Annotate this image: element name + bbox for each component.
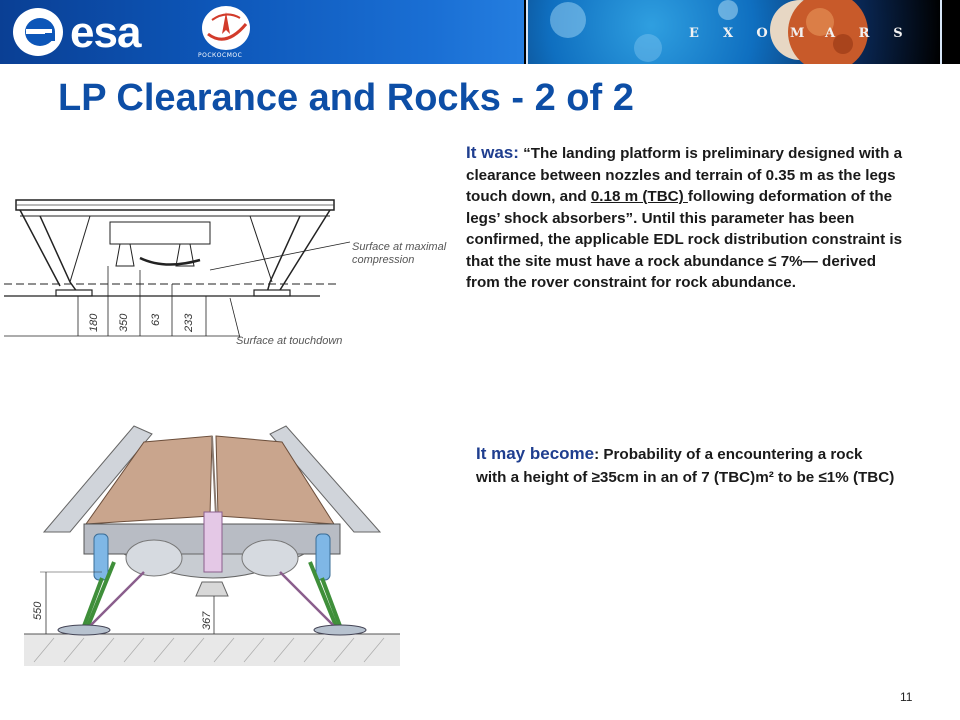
exomars-wordmark — [688, 26, 904, 41]
landing-platform-schematic — [0, 186, 462, 358]
roscosmos-logo-text: РОСКОСМОС — [198, 52, 243, 59]
slide-title: LP Clearance and Rocks - 2 of 2 — [58, 77, 634, 119]
exomars-letter: X — [722, 26, 734, 41]
esa-logo — [12, 6, 162, 58]
exomars-letter: O — [756, 26, 768, 41]
roscosmos-logo — [196, 4, 258, 60]
it-was-text-2: following deformation of the legs’ shock absorbers”. Until this parameter has been confirmed, the applicable EDL rock distribution constraint is that the site must have a rock abundance ≤ 7%— derived from the rover constraint for rock abundance. — [466, 188, 903, 291]
dimension-350: 350 — [118, 313, 130, 332]
roscosmos-emblem-icon — [196, 4, 256, 52]
dimension-233: 233 — [183, 313, 195, 332]
exomars-letter: E — [689, 26, 699, 41]
exomars-letter: S — [893, 26, 903, 41]
it-may-become-lead: It may become — [476, 444, 595, 463]
page-number: 11 — [900, 690, 913, 704]
esa-emblem-icon — [12, 6, 68, 58]
it-was-underlined: 0.18 m (TBC) — [590, 188, 688, 205]
dimension-550: 550 — [32, 601, 44, 620]
exomars-letter: M — [790, 26, 805, 41]
it-was-text-1: “The landing platform is preliminary designed with a clearance between nozzles and terrain of 0.35 m as the legs touch down, and — [466, 145, 903, 205]
it-was-paragraph — [466, 142, 906, 294]
exomars-letter: R — [858, 26, 870, 41]
exomars-banner — [524, 0, 960, 64]
exomars-letter: A — [824, 26, 836, 41]
label-max-compression-line2: compression — [352, 254, 415, 266]
landing-platform-render — [24, 412, 400, 666]
esa-logo-text: esa — [70, 8, 141, 57]
dimension-63: 63 — [150, 313, 162, 326]
it-was-lead: It was: — [466, 143, 519, 162]
dimension-180: 180 — [88, 313, 100, 332]
dimension-367: 367 — [201, 611, 213, 630]
exomars-frame — [526, 0, 942, 64]
header-banner — [0, 0, 960, 64]
it-may-become-text: : Probability of a encountering a rock with a height of ≥35cm in an of 7 (TBC)m² to be ≤1% (TBC) — [476, 446, 895, 486]
it-may-become-paragraph — [476, 443, 896, 489]
label-touchdown: Surface at touchdown — [236, 335, 343, 347]
label-max-compression-line1: Surface at maximal — [352, 241, 447, 253]
